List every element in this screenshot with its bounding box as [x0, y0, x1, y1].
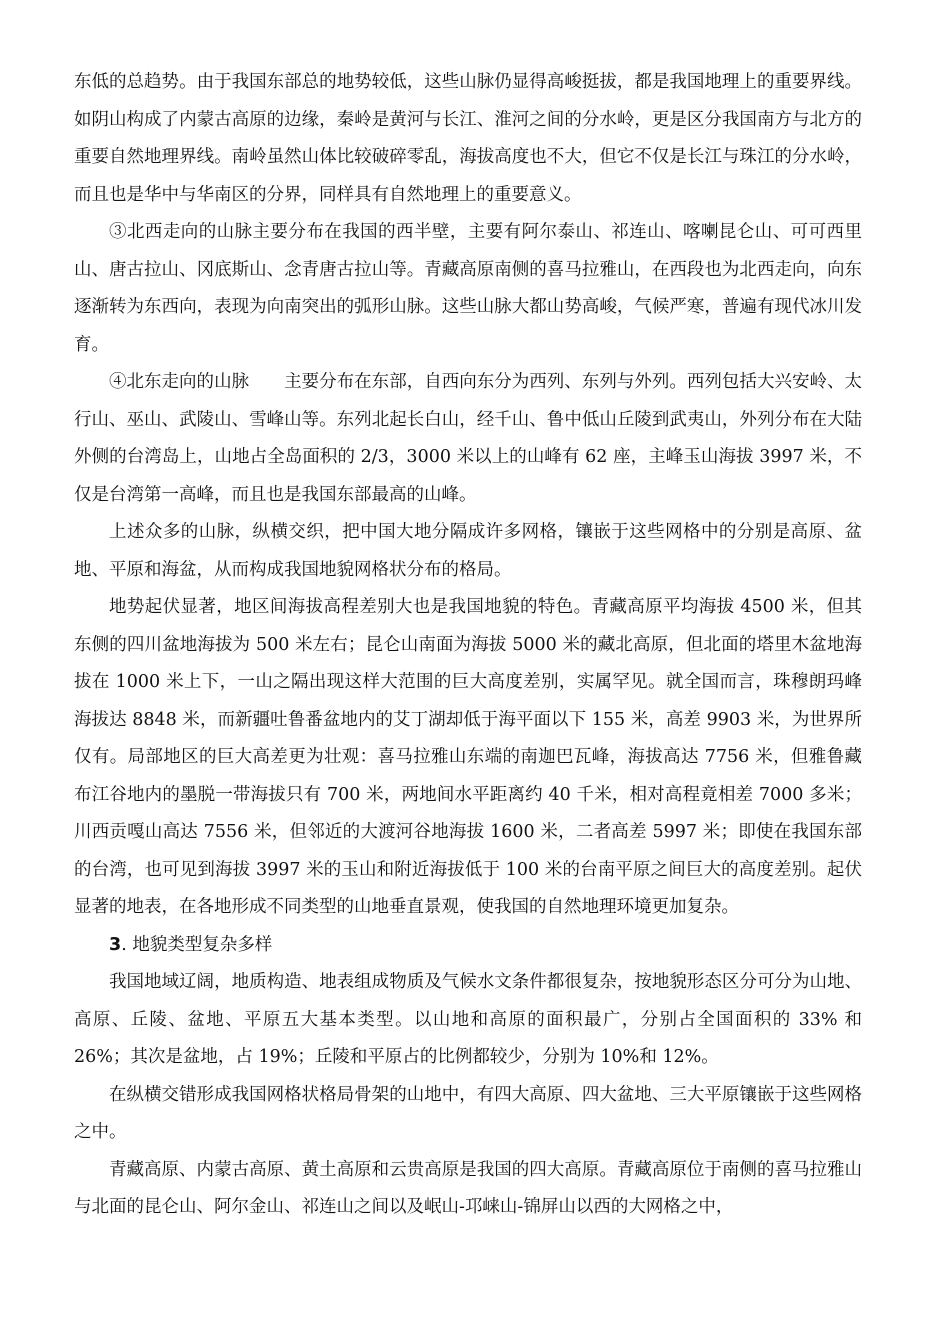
document-page [74, 64, 862, 1227]
paragraph-northeast-mountains: ④北东走向的山脉 主要分布在东部，自西向东分为西列、东列与外列。西列包括大兴安岭、太行山、巫山、武陵山、雪峰山等。东列北起长白山，经千山、鲁中低山丘陵到武夷山，外列分布在大陆外侧的台湾岛上，山地占全岛面积的 2/3，3000 米以上的山峰有 62 座，主峰玉山海拔 3997 米，不仅是台湾第一高峰，而且也是我国东部最高的山峰。 [74, 372, 862, 505]
paragraph-northwest-mountains: ③北西走向的山脉主要分布在我国的西半壁，主要有阿尔泰山、祁连山、喀喇昆仑山、可可西里山、唐古拉山、冈底斯山、念青唐古拉山等。青藏高原南侧的喜马拉雅山，在西段也为北西走向，向东逐渐转为东西向，表现为向南突出的弧形山脉。这些山脉大都山势高峻，气候严寒，普遍有现代冰川发育。 [74, 222, 862, 355]
section-heading-text: . 地貌类型复杂多样 [121, 934, 273, 955]
section-heading [74, 927, 862, 965]
paragraph-grid-pattern: 上述众多的山脉，纵横交织，把中国大地分隔成许多网格，镶嵌于这些网格中的分别是高原、盆地、平原和海盆，从而构成我国地貌网格状分布的格局。 [74, 522, 862, 580]
section-heading-number: 3 [109, 934, 122, 955]
paragraph-plateaus-basins-plains: 在纵横交错形成我国网格状格局骨架的山地中，有四大高原、四大盆地、三大平原镶嵌于这些网格之中。 [74, 1084, 862, 1142]
paragraph-four-plateaus: 青藏高原、内蒙古高原、黄土高原和云贵高原是我国的四大高原。青藏高原位于南侧的喜马拉雅山与北面的昆仑山、阿尔金山、祁连山之间以及岷山-邛崃山-锦屏山以西的大网格之中， [74, 1159, 862, 1217]
paragraph-elevation-differences: 地势起伏显著，地区间海拔高程差别大也是我国地貌的特色。青藏高原平均海拔 4500 米，但其东侧的四川盆地海拔为 500 米左右；昆仑山南面为海拔 5000 米的藏北高原，但北面的塔里木盆地海拔在 1000 米上下，一山之隔出现这样大范围的巨大高度差别，实属罕见。就全国而言，珠穆朗玛峰海拔达 8848 米，而新疆吐鲁番盆地内的艾丁湖却低于海平面以下 155 米，高差 9903 米，为世界所仅有。局部地区的巨大高差更为壮观：喜马拉雅山东端的南迦巴瓦峰，海拔高达 7756 米，但雅鲁藏布江谷地内的墨脱一带海拔只有 700 米，两地间水平距离约 40 千米，相对高程竟相差 7000 多米；川西贡嘎山高达 7556 米，但邻近的大渡河谷地海拔 1600 米，二者高差 5997 米；即使在我国东部的台湾，也可见到海拔 3997 米的玉山和附近海拔低于 100 米的台南平原之间巨大的高度差别。起伏显著的地表，在各地形成不同类型的山地垂直景观，使我国的自然地理环境更加复杂。 [74, 597, 862, 917]
paragraph-landform-types: 我国地域辽阔，地质构造、地表组成物质及气候水文条件都很复杂，按地貌形态区分可分为山地、高原、丘陵、盆地、平原五大基本类型。以山地和高原的面积最广，分别占全国面积的 33% 和 26%；其次是盆地，占 19%；丘陵和平原占的比例都较少，分别为 10%和 12%。 [74, 972, 862, 1067]
paragraph-mountain-boundaries: 东低的总趋势。由于我国东部总的地势较低，这些山脉仍显得高峻挺拔，都是我国地理上的重要界线。如阴山构成了内蒙古高原的边缘，秦岭是黄河与长江、淮河之间的分水岭，更是区分我国南方与北方的重要自然地理界线。南岭虽然山体比较破碎零乱，海拔高度也不大，但它不仅是长江与珠江的分水岭，而且也是华中与华南区的分界，同样具有自然地理上的重要意义。 [74, 72, 862, 205]
